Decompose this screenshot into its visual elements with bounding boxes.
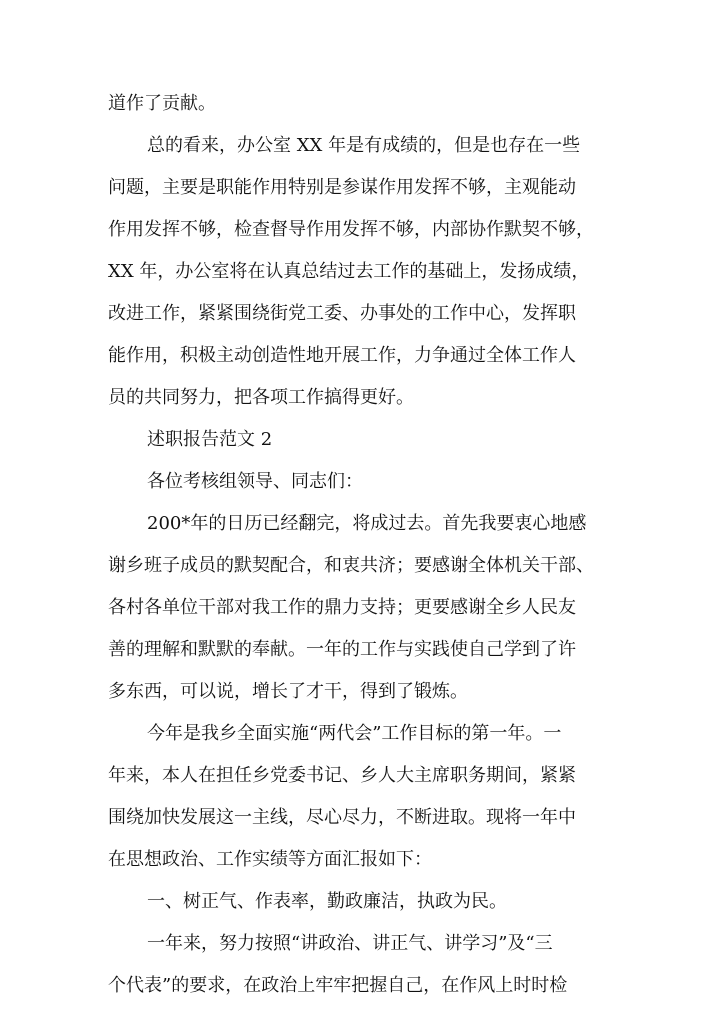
text-line: [0, 252, 720, 292]
line-text: 围绕加快发展这一主线，尽心尽力，不断进取。现将一年中: [108, 807, 576, 828]
line-text: 员的共同努力，把各项工作搞得更好。: [108, 387, 414, 408]
line-text: 今年是我乡全面实施“两代会”工作目标的第一年。一: [147, 723, 562, 744]
text-line: [0, 924, 720, 964]
text-line: [0, 336, 720, 376]
text-line: [0, 504, 720, 544]
line-text: 道作了贡献。: [108, 93, 216, 114]
line-text: 在思想政治、工作实绩等方面汇报如下：: [108, 849, 432, 870]
line-text: 述职报告范文 2: [147, 429, 273, 450]
text-line: [0, 630, 720, 670]
text-line: [0, 966, 720, 1006]
line-text: 一、树正气、作表率，勤政廉洁，执政为民。: [147, 891, 507, 912]
line-text: 总的看来，办公室 XX 年是有成绩的，但是也存在一些: [147, 135, 581, 156]
line-text: XX 年，办公室将在认真总结过去工作的基础上，发扬成绩，: [108, 261, 590, 282]
line-text: 能作用，积极主动创造性地开展工作，力争通过全体工作人: [108, 345, 576, 366]
line-text: 改进工作，紧紧围绕街党工委、办事处的工作中心，发挥职: [108, 303, 576, 324]
line-text: 作用发挥不够，检查督导作用发挥不够，内部协作默契不够，: [108, 219, 594, 240]
text-line: [0, 840, 720, 880]
line-text: 多东西，可以说，增长了才干，得到了锻炼。: [108, 681, 468, 702]
text-line: [0, 294, 720, 334]
line-text: 一年来，努力按照“讲政治、讲正气、讲学习”及“三: [147, 933, 553, 954]
text-line: [0, 210, 720, 250]
line-text: 年来，本人在担任乡党委书记、乡人大主席职务期间，紧紧: [108, 765, 576, 786]
line-text: 各村各单位干部对我工作的鼎力支持；更要感谢全乡人民友: [108, 597, 576, 618]
line-text: 谢乡班子成员的默契配合，和衷共济；要感谢全体机关干部、: [108, 555, 594, 576]
line-text: 各位考核组领导、同志们：: [147, 471, 363, 492]
text-line: [0, 798, 720, 838]
text-line: [0, 462, 720, 502]
section-heading: [0, 420, 720, 460]
line-text: 善的理解和默默的奉献。一年的工作与实践使自己学到了许: [108, 639, 576, 660]
text-line: [0, 546, 720, 586]
text-line: [0, 714, 720, 754]
text-line: [0, 168, 720, 208]
line-text: 个代表”的要求，在政治上牢牢把握自己，在作风上时时检: [108, 975, 568, 996]
text-line: [0, 588, 720, 628]
section-heading: [0, 882, 720, 922]
line-text: 200*年的日历已经翻完，将成过去。首先我要衷心地感: [147, 513, 587, 534]
text-line: [0, 672, 720, 712]
text-line: [0, 84, 720, 124]
line-text: 问题，主要是职能作用特别是参谋作用发挥不够，主观能动: [108, 177, 576, 198]
text-line: [0, 378, 720, 418]
text-line: [0, 126, 720, 166]
text-line: [0, 756, 720, 796]
